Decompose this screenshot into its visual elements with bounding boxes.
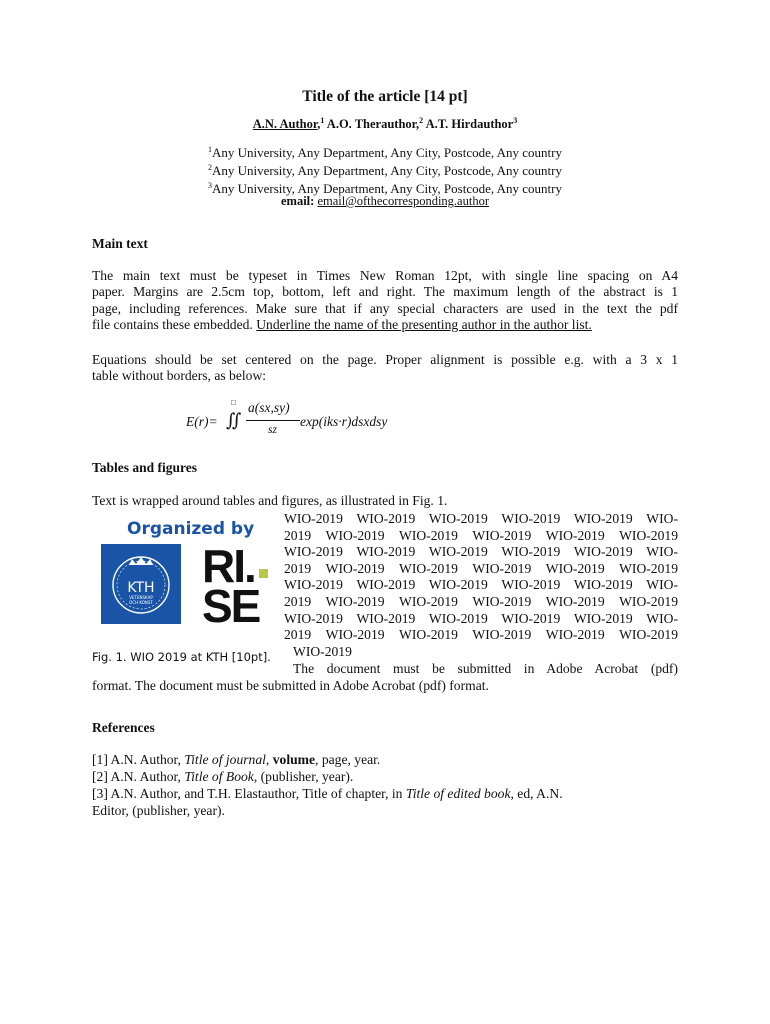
reference-3 <box>92 786 563 803</box>
ref1-journal: Title of journal <box>184 752 266 767</box>
kth-sub-text-2: OCH KONST <box>129 600 153 605</box>
para1-last-text: file contains these embedded. <box>92 317 253 333</box>
ref1-pre: [1] A.N. Author, <box>92 752 185 767</box>
reference-1 <box>92 752 380 769</box>
ref1-mid: , <box>265 752 273 767</box>
ref1-volume: volume <box>272 752 316 767</box>
ref3-pre: [3] A.N. Author, and T.H. Elastauthor, Title of chapter, in <box>92 786 406 801</box>
author-3: A.T. Hirdauthor <box>423 117 514 131</box>
submit-line-1 <box>293 661 678 678</box>
email-link[interactable]: email@ofthecorresponding.author <box>317 194 489 208</box>
kth-logo-text: KTH <box>127 580 155 596</box>
equation-integral: ∬ <box>226 410 242 430</box>
underline-instruction: Underline the name of the presenting author in the author list. <box>256 317 592 333</box>
wrap-line-8: 2019 WIO-2019 WIO-2019 WIO-2019 WIO-2019 WIO-2019 <box>284 627 678 643</box>
kth-sub-text-1: VETENSKAP <box>129 595 153 600</box>
presenting-author: A.N. Author <box>252 117 318 131</box>
submit-line-2: format. The document must be submitted in Adobe Acrobat (pdf) format. <box>92 678 489 693</box>
email-label: email: <box>281 194 315 208</box>
submit-line-1-text: The document must be submitted in Adobe Acrobat (pdf) <box>293 661 678 676</box>
rise-logo-bottom: SE <box>202 580 260 625</box>
author-2: A.O. Therauthor, <box>324 117 420 131</box>
affiliation-1-sup: 1 <box>207 145 212 154</box>
para1-line-2: paper. Margins are 2.5cm top, bottom, left and right. The maximum length of the abstract is 1 <box>92 284 678 300</box>
figure-1-svg <box>99 515 271 625</box>
references-heading: References <box>92 720 155 735</box>
equation-box: □ <box>231 398 236 407</box>
wrap-line-6: 2019 WIO-2019 WIO-2019 WIO-2019 WIO-2019 WIO-2019 <box>284 593 678 609</box>
wrap-line-1: WIO-2019 WIO-2019 WIO-2019 WIO-2019 WIO-2019 WIO- <box>284 511 678 526</box>
affiliation-3-text: Any University, Any Department, Any City, Postcode, Any country <box>211 181 562 196</box>
equation <box>186 400 426 446</box>
reference-3-line-2: Editor, (publisher, year). <box>92 803 225 818</box>
wrap-line-4: 2019 WIO-2019 WIO-2019 WIO-2019 WIO-2019 WIO-2019 <box>284 560 678 576</box>
figure-1-caption: Fig. 1. WIO 2019 at KTH [10pt]. <box>92 650 271 664</box>
ref2-post: , (publisher, year). <box>253 769 354 784</box>
author-sup-3: 3 <box>513 116 518 125</box>
ref3-edited-book: Title of edited book <box>405 786 511 801</box>
author-sup-2: 2 <box>419 116 424 125</box>
rise-logo-top: RI. <box>202 540 255 592</box>
wrap-line-5: WIO-2019 WIO-2019 WIO-2019 WIO-2019 WIO-2019 WIO- <box>284 577 678 593</box>
wrap-line-3: WIO-2019 WIO-2019 WIO-2019 WIO-2019 WIO-2019 WIO- <box>284 544 678 560</box>
para1-line-4 <box>92 317 678 333</box>
organized-by-text: Organized by <box>127 519 255 539</box>
ref1-post: , page, year. <box>315 752 381 767</box>
figure-1-logos <box>99 515 271 625</box>
author-separator: , <box>317 117 321 131</box>
wrap-last-line: WIO-2019 <box>293 644 352 659</box>
affiliation-2-sup: 2 <box>207 163 212 172</box>
equation-fraction-bar <box>246 420 300 421</box>
wrapped-text-block <box>284 511 678 644</box>
author-sup-1: 1 <box>320 116 325 125</box>
equation-denominator: sz <box>268 424 277 436</box>
affiliation-2-text: Any University, Any Department, Any City, Postcode, Any country <box>211 163 562 178</box>
corresponding-email <box>0 194 770 209</box>
affiliation-1-text: Any University, Any Department, Any City, Postcode, Any country <box>211 145 562 160</box>
para2-line-2: table without borders, as below: <box>92 368 267 384</box>
equation-numerator: a(sx,sy) <box>248 400 290 415</box>
article-title: Title of the article [14 pt] <box>302 88 468 105</box>
reference-2 <box>92 769 353 786</box>
equation-lhs: E(r)= <box>186 414 218 429</box>
main-text-paragraph-1 <box>92 268 678 334</box>
main-text-paragraph-2 <box>92 352 678 385</box>
main-text-heading: Main text <box>92 236 148 251</box>
wrap-line-7: WIO-2019 WIO-2019 WIO-2019 WIO-2019 WIO-2019 WIO- <box>284 610 678 626</box>
para1-line-3: page, including references. Make sure that if any special characters are used in the text the pdf <box>92 300 678 316</box>
rise-logo-dot <box>259 569 268 578</box>
para1-line-1: The main text must be typeset in Times New Roman 12pt, with single line spacing on A4 <box>92 268 678 283</box>
tables-figures-heading: Tables and figures <box>92 460 198 475</box>
figures-intro: Text is wrapped around tables and figures, as illustrated in Fig. 1. <box>92 493 448 508</box>
ref2-pre: [2] A.N. Author, <box>92 769 185 784</box>
affiliation-3-sup: 3 <box>207 181 212 190</box>
ref2-book: Title of Book <box>184 769 254 784</box>
ref3-post: , ed, A.N. <box>510 786 563 801</box>
wrap-line-2: 2019 WIO-2019 WIO-2019 WIO-2019 WIO-2019 WIO-2019 <box>284 527 678 543</box>
author-list <box>0 116 770 132</box>
para2-line-1: Equations should be set centered on the page. Proper alignment is possible e.g. with a 3 x 1 <box>92 352 678 367</box>
equation-rhs: exp(iks·r)dsxdsy <box>300 414 388 429</box>
